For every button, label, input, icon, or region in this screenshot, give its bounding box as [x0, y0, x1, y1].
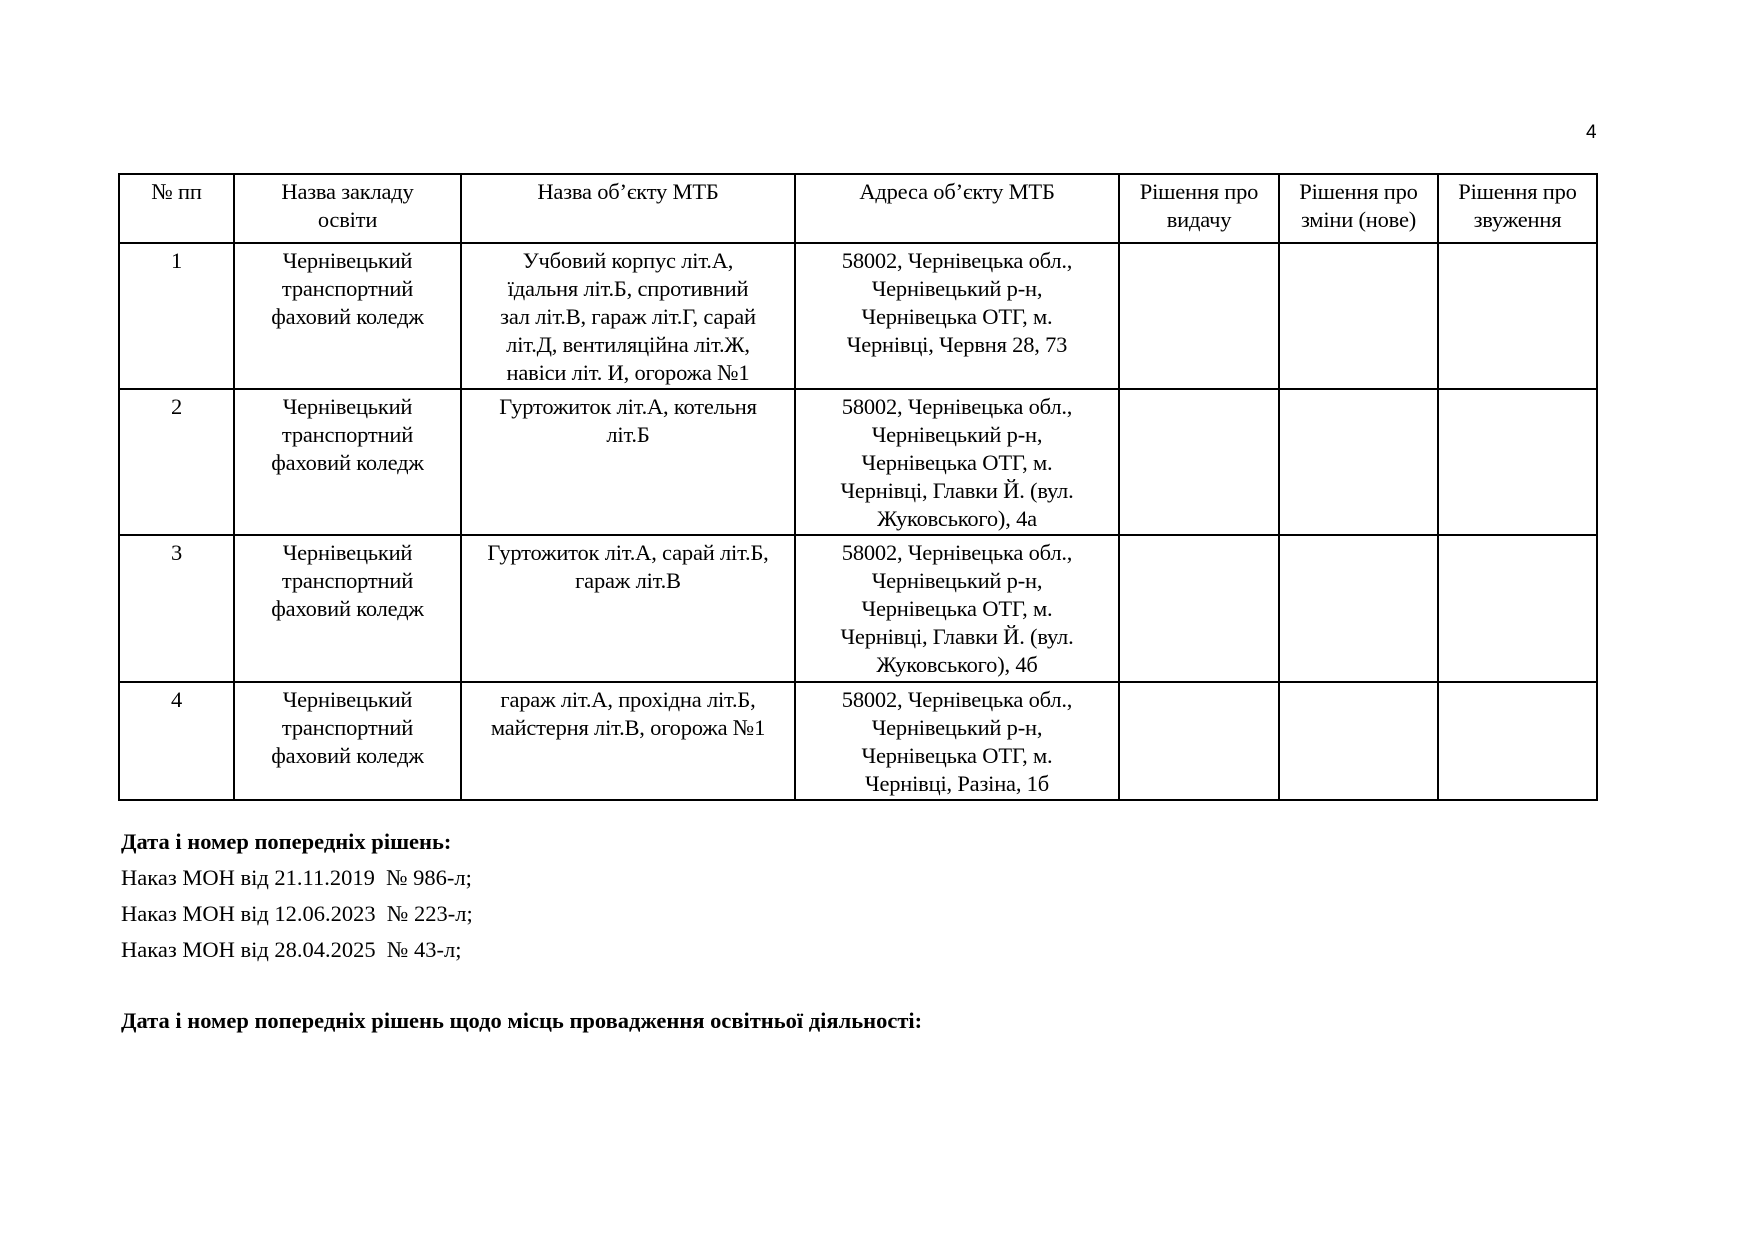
cell-object-address-line: Чернівецький р-н,	[871, 422, 1043, 447]
cell-object-address-line: 58002, Чернівецька обл.,	[841, 540, 1073, 565]
cell-object-name	[461, 389, 795, 535]
table-header-row	[119, 174, 1597, 243]
header-institution	[234, 174, 461, 243]
cell-object-address-line: Чернівці, Главки Й. (вул.	[840, 478, 1074, 503]
cell-decision-issue	[1119, 535, 1279, 682]
cell-decision-change	[1279, 243, 1438, 389]
cell-institution-line: Чернівецький	[282, 687, 413, 712]
cell-institution-line: Чернівецький	[282, 540, 413, 565]
cell-decision-narrow	[1438, 389, 1597, 535]
cell-object-address-line: 58002, Чернівецька обл.,	[841, 687, 1073, 712]
cell-object-address-line: Чернівецька ОТГ, м.	[861, 304, 1053, 329]
cell-object-address-line: Чернівецький р-н,	[871, 568, 1043, 593]
cell-decision-issue	[1119, 682, 1279, 800]
table-row	[119, 535, 1597, 682]
cell-object-address-line: Чернівецька ОТГ, м.	[861, 450, 1053, 475]
page-number: 4	[1586, 122, 1597, 143]
cell-institution-line: транспортний	[281, 715, 414, 740]
header-decision-issue	[1119, 174, 1279, 243]
cell-object-name	[461, 535, 795, 682]
cell-institution-line: Чернівецький	[282, 248, 413, 273]
cell-object-address-line: Чернівецький р-н,	[871, 276, 1043, 301]
header-text: № пп	[151, 179, 202, 204]
cell-institution-line: фаховий коледж	[271, 596, 424, 621]
cell-decision-issue	[1119, 389, 1279, 535]
cell-object-name-line: Учбовий корпус літ.А,	[522, 248, 734, 273]
cell-number	[119, 535, 234, 682]
header-text: Рішення про	[1458, 179, 1577, 204]
cell-decision-change	[1279, 535, 1438, 682]
order-item: Наказ МОН від 28.04.2025 № 43-л;	[121, 937, 462, 962]
cell-institution-line: фаховий коледж	[271, 304, 424, 329]
table-row	[119, 243, 1597, 389]
cell-object-address	[795, 389, 1119, 535]
cell-object-address-line: Жуковського), 4а	[877, 506, 1037, 531]
cell-decision-narrow	[1438, 682, 1597, 800]
previous-decisions-section	[121, 824, 473, 968]
cell-number	[119, 389, 234, 535]
cell-object-name-line: Гуртожиток літ.А, котельня	[499, 394, 757, 419]
header-text: Назва закладу	[281, 179, 414, 204]
cell-decision-change	[1279, 389, 1438, 535]
cell-object-address-line: 58002, Чернівецька обл.,	[841, 394, 1073, 419]
header-text: Назва об’єкту МТБ	[537, 179, 719, 204]
cell-institution	[234, 243, 461, 389]
cell-number-text: 2	[170, 394, 183, 419]
header-object-name	[461, 174, 795, 243]
cell-object-address	[795, 243, 1119, 389]
cell-number-text: 4	[170, 687, 183, 712]
table-row	[119, 682, 1597, 800]
cell-number-text: 3	[170, 540, 183, 565]
header-text: Адреса об’єкту МТБ	[859, 179, 1055, 204]
header-decision-narrow	[1438, 174, 1597, 243]
cell-institution-line: фаховий коледж	[271, 743, 424, 768]
cell-institution	[234, 389, 461, 535]
mtb-objects-table	[118, 173, 1598, 801]
cell-object-name	[461, 243, 795, 389]
table-row	[119, 389, 1597, 535]
cell-institution-line: Чернівецький	[282, 394, 413, 419]
cell-institution-line: транспортний	[281, 568, 414, 593]
cell-decision-change	[1279, 682, 1438, 800]
header-object-address	[795, 174, 1119, 243]
cell-object-name-line: майстерня літ.В, огорожа №1	[490, 715, 766, 740]
cell-institution-line: транспортний	[281, 276, 414, 301]
cell-object-name-line: їдальня літ.Б, спротивний	[507, 276, 749, 301]
cell-object-name-line: літ.Д, вентиляційна літ.Ж,	[506, 332, 750, 357]
cell-object-address-line: Чернівці, Разіна, 1б	[865, 771, 1049, 796]
places-decisions-heading: Дата і номер попередніх рішень щодо місць провадження освітньої діяльності:	[121, 1008, 923, 1033]
header-text: зміни (нове)	[1300, 207, 1417, 232]
cell-object-address-line: Чернівецька ОТГ, м.	[861, 743, 1053, 768]
cell-number-text: 1	[170, 248, 183, 273]
order-item: Наказ МОН від 21.11.2019 № 986-л;	[121, 865, 472, 890]
cell-object-name-line: зал літ.В, гараж літ.Г, сарай	[500, 304, 756, 329]
cell-object-name-line: літ.Б	[606, 422, 650, 447]
header-decision-change	[1279, 174, 1438, 243]
cell-object-address-line: 58002, Чернівецька обл.,	[841, 248, 1073, 273]
cell-object-address	[795, 535, 1119, 682]
cell-object-address-line: Чернівецька ОТГ, м.	[861, 596, 1053, 621]
cell-institution	[234, 682, 461, 800]
header-text: освіти	[317, 207, 378, 232]
cell-object-address-line: Чернівці, Червня 28, 73	[846, 332, 1068, 357]
cell-object-address-line: Чернівецький р-н,	[871, 715, 1043, 740]
cell-object-name-line: гараж літ.А, прохідна літ.Б,	[500, 687, 756, 712]
cell-object-address-line: Жуковського), 4б	[876, 652, 1038, 677]
cell-object-name-line: гараж літ.В	[575, 568, 681, 593]
previous-decisions-heading: Дата і номер попередніх рішень:	[121, 829, 452, 854]
cell-object-name	[461, 682, 795, 800]
cell-decision-narrow	[1438, 243, 1597, 389]
cell-number	[119, 682, 234, 800]
header-text: звуження	[1473, 207, 1562, 232]
cell-institution	[234, 535, 461, 682]
cell-institution-line: транспортний	[281, 422, 414, 447]
cell-object-address-line: Чернівці, Главки Й. (вул.	[840, 624, 1074, 649]
cell-decision-narrow	[1438, 535, 1597, 682]
cell-decision-issue	[1119, 243, 1279, 389]
order-item: Наказ МОН від 12.06.2023 № 223-л;	[121, 901, 473, 926]
header-text: Рішення про	[1139, 179, 1259, 204]
cell-institution-line: фаховий коледж	[271, 450, 424, 475]
cell-object-address	[795, 682, 1119, 800]
header-number	[119, 174, 234, 243]
header-text: видачу	[1166, 207, 1232, 232]
cell-object-name-line: навіси літ. И, огорожа №1	[506, 360, 750, 385]
cell-number	[119, 243, 234, 389]
cell-object-name-line: Гуртожиток літ.А, сарай літ.Б,	[487, 540, 769, 565]
header-text: Рішення про	[1299, 179, 1418, 204]
